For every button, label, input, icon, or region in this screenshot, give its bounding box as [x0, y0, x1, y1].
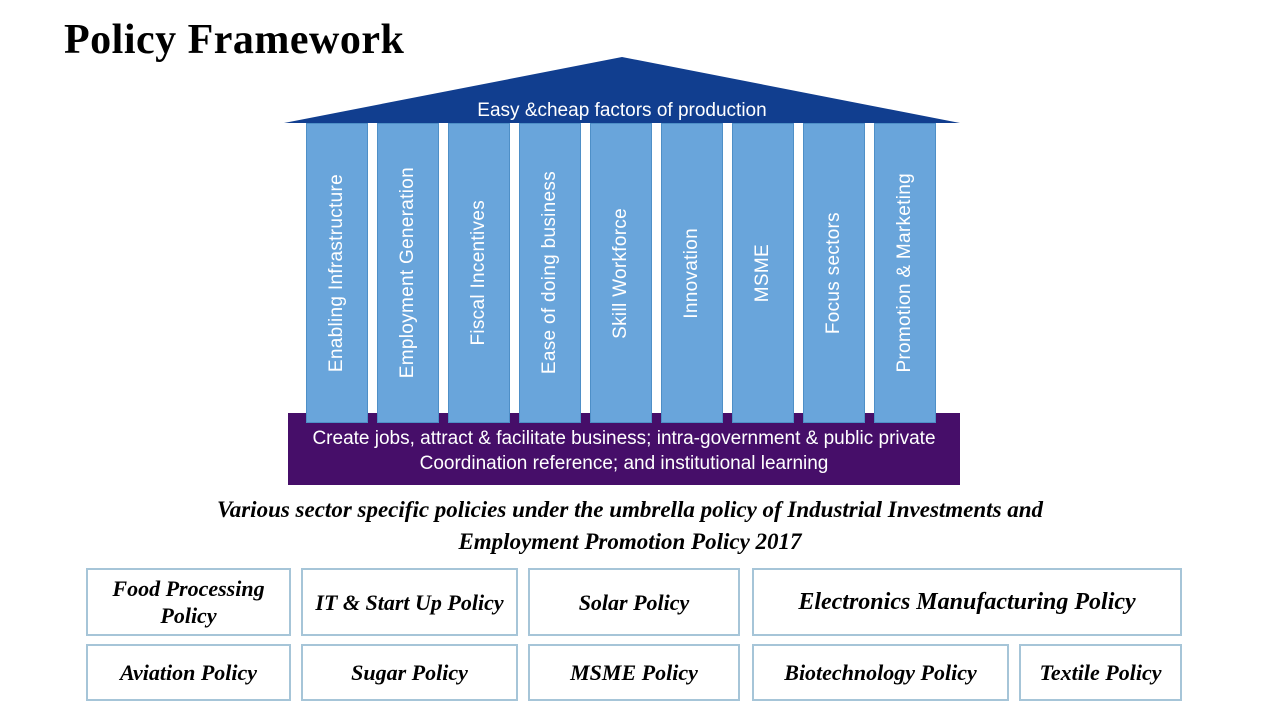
- pillar-label: MSME: [752, 243, 773, 303]
- policy-box-label: Food Processing Policy: [112, 576, 265, 628]
- page-title: Policy Framework: [64, 17, 405, 63]
- policy-box-label: Aviation Policy: [119, 660, 258, 685]
- subtitle-line-2: Employment Promotion Policy 2017: [458, 529, 802, 554]
- policy-box-electronics-manufacturing: [752, 568, 1182, 636]
- policy-box-aviation: [86, 644, 291, 701]
- pillar-label: Skill Workforce: [610, 207, 631, 339]
- pillar: [519, 123, 581, 423]
- policy-box-food-processing: [86, 568, 291, 636]
- pillar-label: Innovation: [681, 227, 702, 319]
- policy-box-textile: [1019, 644, 1182, 701]
- pillar: [590, 123, 652, 423]
- policy-box-solar: [528, 568, 740, 636]
- policy-box-label: IT & Start Up Policy: [315, 589, 504, 615]
- base-bar: [288, 413, 960, 485]
- pillar: [306, 123, 368, 423]
- pillar: [803, 123, 865, 423]
- policy-box-label: MSME Policy: [570, 660, 698, 685]
- pillar: [874, 123, 936, 423]
- pillar: [661, 123, 723, 423]
- pillar-label: Promotion & Marketing: [894, 173, 915, 373]
- base-line-1: Create jobs, attract & facilitate business; intra-government & public private: [312, 428, 936, 449]
- pillar-label: Fiscal Incentives: [468, 200, 489, 346]
- pillar-label: Focus sectors: [823, 211, 844, 335]
- policy-box-msme: [528, 644, 740, 701]
- pillar: [448, 123, 510, 423]
- pillar-label: Enabling Infrastructure: [326, 173, 347, 373]
- policy-box-it-startup: [301, 568, 518, 636]
- pillar-label: Ease of doing business: [539, 171, 560, 375]
- policy-box-label: Textile Policy: [1039, 660, 1162, 685]
- subtitle: [0, 494, 1260, 558]
- policy-box-biotechnology: [752, 644, 1009, 701]
- base-line-2: Coordination reference; and institutional learning: [419, 453, 829, 474]
- pillar: [732, 123, 794, 423]
- policy-box-label: Biotechnology Policy: [784, 660, 977, 685]
- policy-box-label: Solar Policy: [578, 589, 690, 615]
- roof-label: Easy &cheap factors of production: [477, 100, 767, 121]
- pillars-container: [306, 123, 936, 423]
- pillar-label: Employment Generation: [397, 167, 418, 379]
- policy-box-label: Sugar Policy: [351, 660, 468, 685]
- pillar: [377, 123, 439, 423]
- roof: [284, 57, 960, 123]
- policy-box-label: Electronics Manufacturing Policy: [798, 588, 1136, 615]
- policy-box-sugar: [301, 644, 518, 701]
- subtitle-line-1: Various sector specific policies under the umbrella policy of Industrial Investments and: [216, 497, 1044, 522]
